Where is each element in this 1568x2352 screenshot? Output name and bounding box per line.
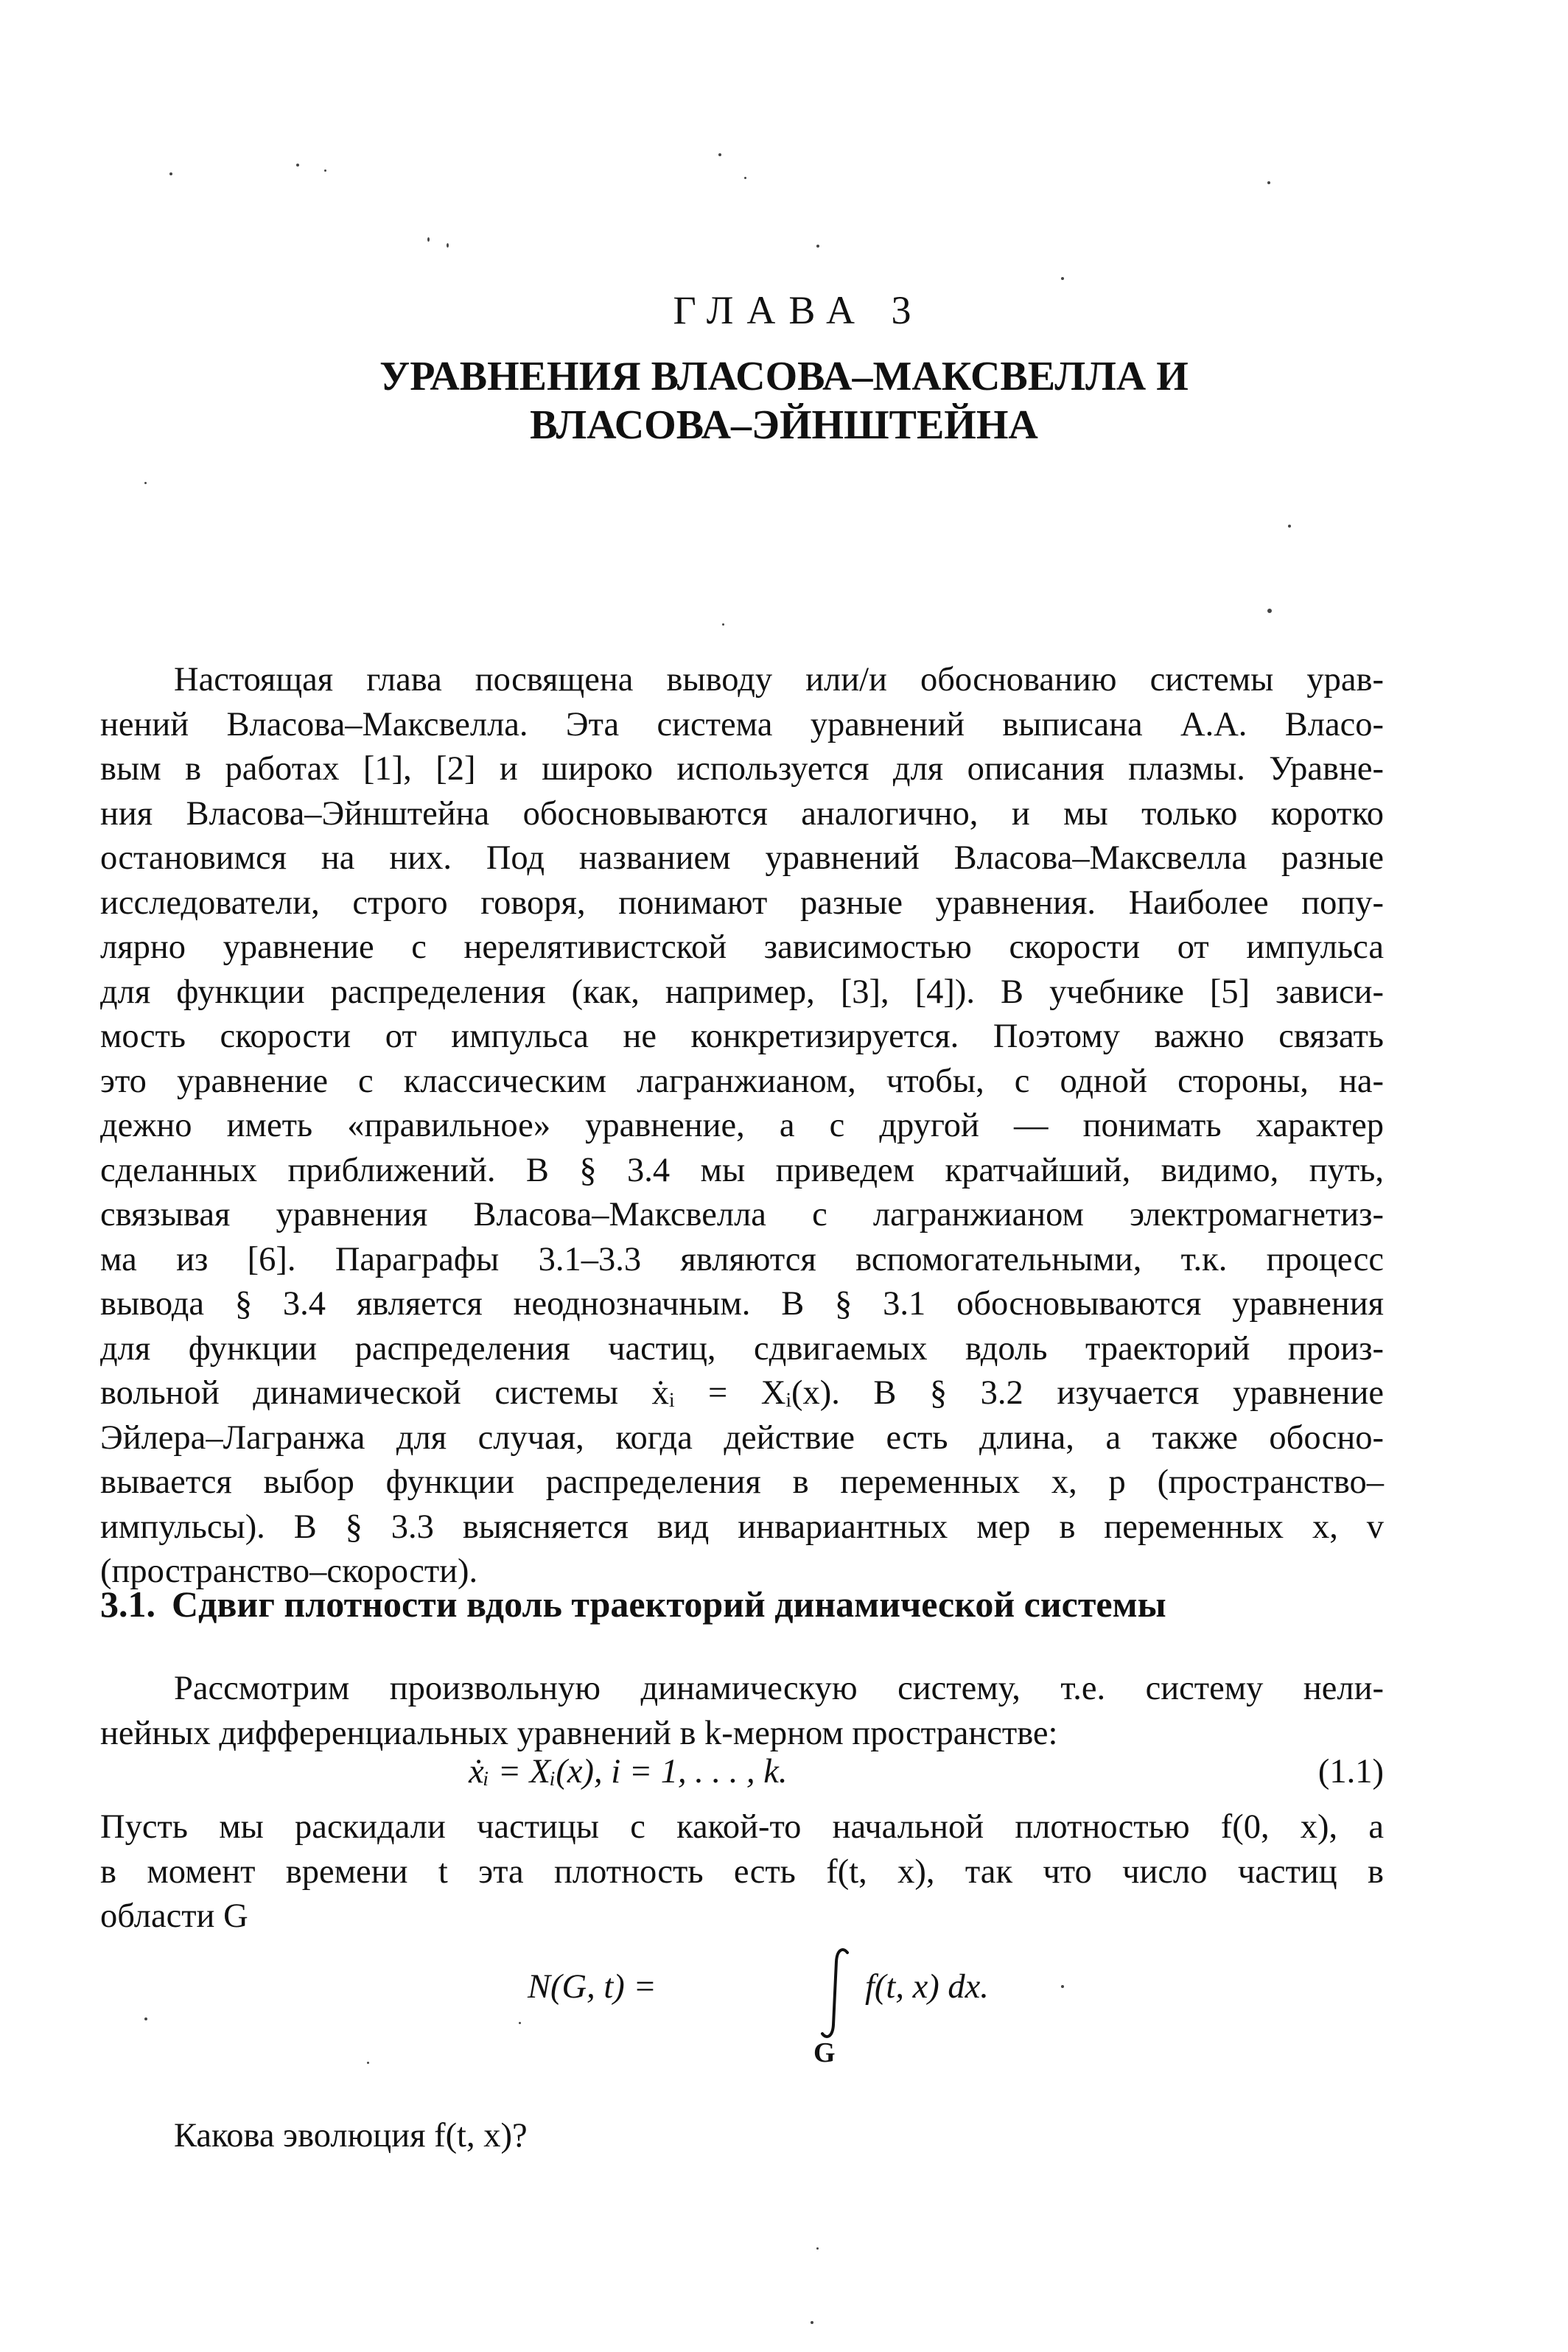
text-line: мость скорости от импульса не конкретизируется. Поэтому важно связать: [100, 1018, 1384, 1055]
chapter-title-line-1: УРАВНЕНИЯ ВЛАСОВА–МАКСВЕЛЛА И: [379, 354, 1189, 399]
text-line: это уравнение с классическим лагранжианом, чтобы, с одной стороны, на-: [100, 1062, 1384, 1100]
scan-speck: [811, 2321, 813, 2324]
text-line: остановимся на них. Под названием уравнений Власова–Максвелла разные: [100, 839, 1384, 877]
integral-lhs: N(G, t) =: [528, 1968, 657, 2006]
section-heading: [100, 1583, 1384, 1625]
scan-speck: [447, 243, 449, 248]
text-line: дежно иметь «правильное» уравнение, а с другой — понимать характер: [100, 1107, 1384, 1144]
text-line: импульсы). В § 3.3 выясняется вид инвариантных мер в переменных x, v: [100, 1508, 1384, 1546]
scan-speck: [169, 172, 172, 175]
text-line: области G: [100, 1897, 248, 1935]
scan-speck: [1267, 609, 1272, 613]
text-line: нейных дифференциальных уравнений в k-мерном пространстве:: [100, 1714, 1058, 1752]
scan-speck: [816, 2247, 819, 2250]
chapter-label: ГЛАВА 3: [673, 288, 925, 332]
text-line: Эйлера–Лагранжа для случая, когда действие есть длина, а также обосно-: [100, 1418, 1384, 1457]
scan-speck: [1267, 181, 1270, 184]
scan-speck: [722, 623, 724, 626]
scan-speck: [718, 153, 721, 156]
integral-sign-icon: [813, 1945, 858, 2041]
text-line: вым в работах [1], [2] и широко используется для описания плазмы. Уравне-: [100, 750, 1384, 788]
text-line: сделанных приближений. В § 3.4 мы приведем кратчайший, видимо, путь,: [100, 1151, 1384, 1189]
equation-number: (1.1): [1317, 1753, 1384, 1791]
integral-equation: [100, 1945, 1384, 2071]
text-line: для функции распределения частиц, сдвигаемых вдоль траекторий произ-: [100, 1329, 1384, 1368]
scan-speck: [324, 169, 326, 172]
text-line: Рассмотрим произвольную динамическую систему, т.е. систему нели-: [174, 1670, 1384, 1707]
text-line: вывода § 3.4 является неоднозначным. В § 3.1 обосновываются уравнения: [100, 1285, 1384, 1323]
intro-paragraph: [100, 658, 1384, 1595]
section-title: Сдвиг плотности вдоль траекторий динамической системы: [172, 1583, 1166, 1625]
after-equation-paragraph: [100, 1805, 1384, 1939]
text-line: вывается выбор функции распределения в переменных x, p (пространство–: [100, 1463, 1384, 1501]
scan-speck: [367, 2062, 369, 2064]
question-text: Какова эволюция f(t, x)?: [174, 2117, 528, 2155]
scan-speck: [816, 245, 819, 248]
text-line: (пространство–скорости).: [100, 1553, 478, 1590]
scan-speck: [1061, 1985, 1064, 1988]
section-paragraph: [100, 1667, 1384, 1756]
scan-speck: [427, 237, 430, 242]
scan-speck: [144, 2017, 147, 2020]
integral-subscript: G: [813, 2037, 836, 2068]
text-line: вольной динамической системы ẋᵢ = Xᵢ(x). В § 3.2 изучается уравнение: [100, 1374, 1384, 1412]
text-line: для функции распределения (как, например, [3], [4]). В учебнике [5] зависи-: [100, 973, 1384, 1011]
text-line: лярно уравнение с нерелятивистской зависимостью скорости от импульса: [100, 928, 1384, 966]
text-line: связывая уравнения Власова–Максвелла с лагранжианом электромагнетиз-: [100, 1196, 1384, 1233]
text-line: нений Власова–Максвелла. Эта система уравнений выписана А.А. Власо-: [100, 705, 1384, 743]
text-line: ма из [6]. Параграфы 3.1–3.3 являются вспомогательными, т.к. процесс: [100, 1240, 1384, 1278]
scan-speck: [1061, 277, 1064, 280]
text-line: Пусть мы раскидали частицы с какой-то начальной плотностью f(0, x), а: [100, 1808, 1384, 1846]
text-line: в момент времени t эта плотность есть f(t, x), так что число частиц в: [100, 1852, 1384, 1891]
scan-speck: [1288, 525, 1291, 528]
text-line: Настоящая глава посвящена выводу или/и обоснованию системы урав-: [174, 661, 1384, 699]
equation-1-1: [100, 1752, 1384, 1796]
chapter-title: [0, 352, 1568, 449]
section-number: 3.1.: [100, 1583, 155, 1625]
scan-speck: [296, 164, 299, 167]
text-line: ния Власова–Эйнштейна обосновываются аналогично, и мы только коротко: [100, 794, 1384, 833]
scan-speck: [519, 2022, 521, 2024]
equation-body: ẋᵢ = Xᵢ(x), i = 1, . . . , k.: [469, 1753, 788, 1791]
scan-speck: [744, 177, 746, 179]
text-line: исследователи, строго говоря, понимают разные уравнения. Наиболее попу-: [100, 883, 1384, 922]
integral-rhs: f(t, x) dx.: [865, 1968, 989, 2006]
chapter-title-line-2: ВЛАСОВА–ЭЙНШТЕЙНА: [530, 402, 1038, 448]
scan-speck: [144, 482, 147, 484]
